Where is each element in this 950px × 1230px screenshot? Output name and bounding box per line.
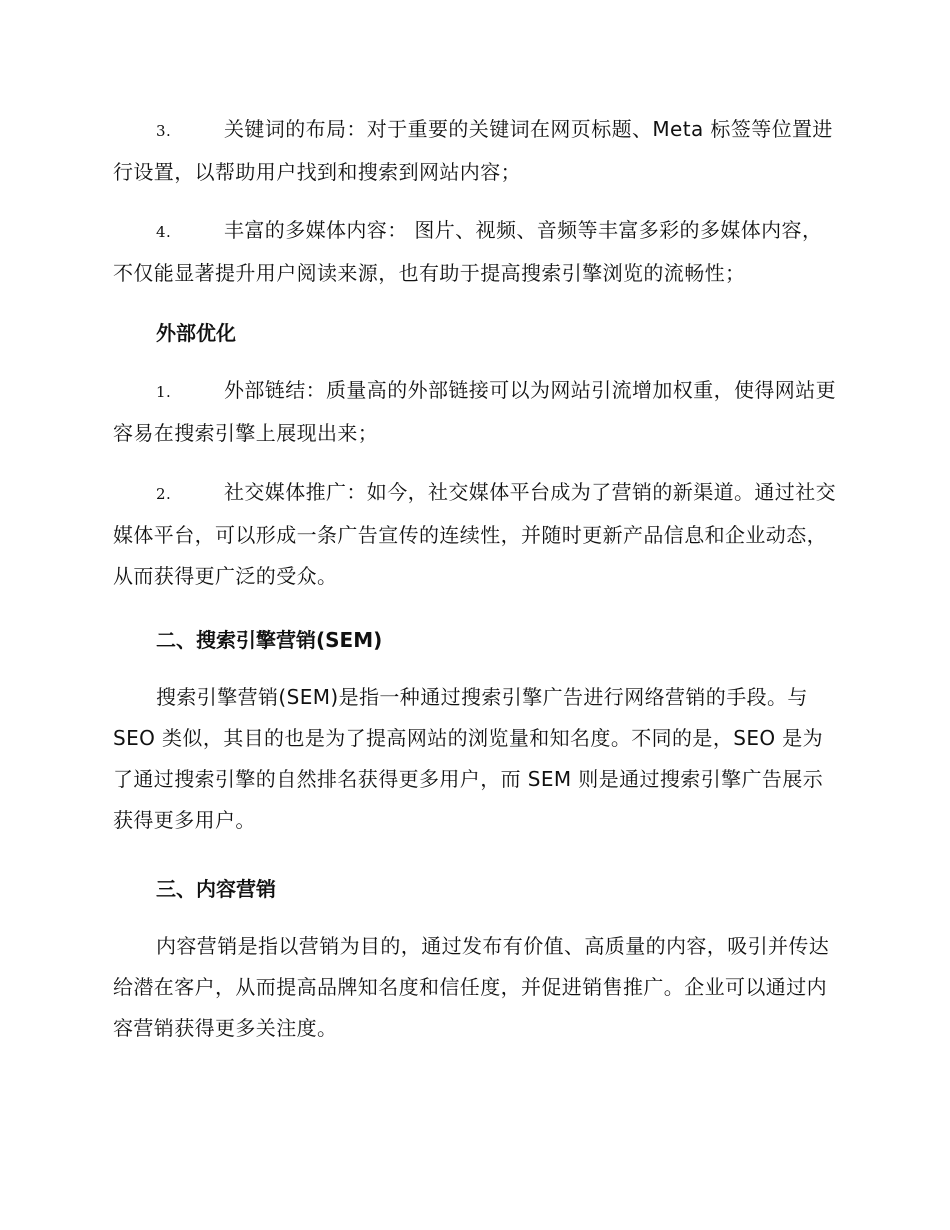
list-number: 1. <box>156 383 172 401</box>
list-item <box>113 370 837 454</box>
paragraph-content: 内容营销是指以营销为目的，通过发布有价值、高质量的内容，吸引并传达给潜在客户，从而提高品牌知名度和信任度，并促进销售推广。企业可以通过内容营销获得更多关注度。 <box>113 934 830 1040</box>
list-item <box>113 210 837 294</box>
list-number: 4. <box>156 223 172 241</box>
section-heading-sem: 二、搜索引擎营销(SEM) <box>156 628 383 652</box>
list-text: 丰富的多媒体内容： 图片、视频、音频等丰富多彩的多媒体内容，不仅能显著提升用户阅读来源，也有助于提高搜索引擎浏览的流畅性； <box>113 218 823 285</box>
list-text: 关键词的布局：对于重要的关键词在网页标题、Meta 标签等位置进行设置，以帮助用户找到和搜索到网站内容； <box>113 117 833 184</box>
section-heading-external: 外部优化 <box>156 321 236 345</box>
list-item <box>113 109 837 193</box>
list-text: 社交媒体推广：如今，社交媒体平台成为了营销的新渠道。通过社交媒体平台，可以形成一条广告宣传的连续性，并随时更新产品信息和企业动态，从而获得更广泛的受众。 <box>113 480 836 588</box>
paragraph-sem: 搜索引擎营销(SEM)是指一种通过搜索引擎广告进行网络营销的手段。与 SEO 类似，其目的也是为了提高网站的浏览量和知名度。不同的是，SEO 是为了通过搜索引擎的自然排名获得更多用户，而 SEM 则是通过搜索引擎广告展示获得更多用户。 <box>113 685 824 832</box>
list-item <box>113 472 837 597</box>
list-number: 2. <box>156 485 172 503</box>
list-text: 外部链结：质量高的外部链接可以为网站引流增加权重，使得网站更容易在搜索引擎上展现出来； <box>113 378 836 445</box>
list-number: 3. <box>156 122 172 140</box>
section-heading-content: 三、内容营销 <box>156 877 276 901</box>
